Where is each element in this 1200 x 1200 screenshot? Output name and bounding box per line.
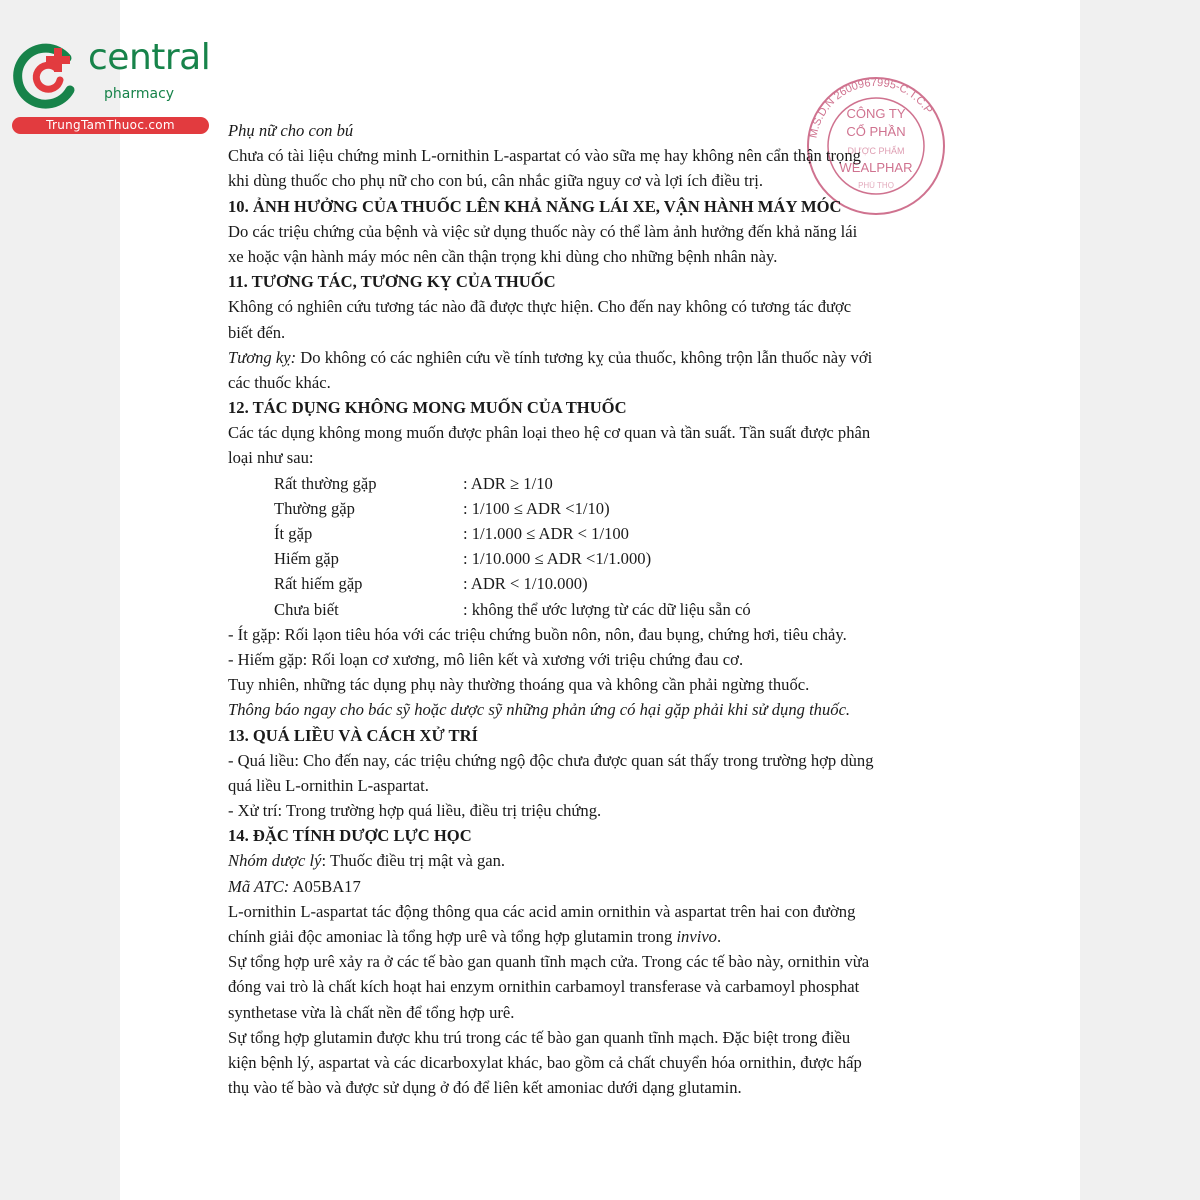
text-line — [228, 244, 973, 269]
section-heading — [228, 823, 973, 848]
frequency-value: : ADR ≥ 1/10 — [463, 473, 553, 493]
text-line — [228, 748, 973, 773]
text-line — [228, 949, 973, 974]
frequency-row — [228, 546, 973, 571]
line-text: quá liều L-ornithin L-aspartat. — [228, 775, 429, 795]
frequency-label: Rất hiếm gặp — [274, 574, 363, 594]
text-line — [228, 899, 973, 924]
stamp-line-2: CỔ PHẦN — [846, 124, 906, 139]
line-text-rest: A05BA17 — [289, 876, 361, 896]
text-line — [228, 672, 973, 697]
line-text: - Hiếm gặp: Rối loạn cơ xương, mô liên kết và xương với triệu chứng đau cơ. — [228, 649, 744, 669]
frequency-table — [228, 471, 973, 622]
text-line — [228, 974, 973, 999]
logo-sub: pharmacy — [104, 86, 175, 102]
line-text: kiện bệnh lý, aspartat và các dicarboxylat khác, bao gồm cả chất chuyển hóa ornithin, được hấp — [228, 1052, 862, 1072]
lines-part-1 — [228, 118, 973, 471]
text-line — [228, 647, 973, 672]
text-line — [228, 1050, 973, 1075]
section-heading — [228, 395, 973, 420]
line-text: Do các triệu chứng của bệnh và việc sử dụng thuốc này có thể làm ảnh hưởng đến khả năng lái — [228, 221, 858, 241]
line-text: Chưa có tài liệu chứng minh L-ornithin L-aspartat có vào sữa mẹ hay không nên cẩn thận trọng — [228, 146, 861, 166]
line-text: 13. QUÁ LIỀU VÀ CÁCH XỬ TRÍ — [228, 725, 479, 745]
text-line — [228, 320, 973, 345]
stamp-line-3: DƯỢC PHẨM — [847, 146, 905, 156]
text-line — [228, 1075, 973, 1100]
line-text: 14. ĐẶC TÍNH DƯỢC LỰC HỌC — [228, 826, 472, 846]
line-text: Tuy nhiên, những tác dụng phụ này thường thoáng qua và không cần phải ngừng thuốc. — [228, 675, 810, 695]
text-line — [228, 294, 973, 319]
frequency-value: : 1/1.000 ≤ ADR < 1/100 — [463, 524, 629, 543]
line-text: Thông báo ngay cho bác sỹ hoặc dược sỹ những phản ứng có hại gặp phải khi sử dụng thuốc. — [228, 700, 851, 720]
logo-site: TrungTamThuoc.com — [12, 117, 209, 134]
line-text: 12. TÁC DỤNG KHÔNG MONG MUỐN CỦA THUỐC — [228, 398, 627, 418]
line-text: Các tác dụng không mong muốn được phân loại theo hệ cơ quan và tần suất. Tần suất được phân — [228, 423, 871, 443]
line-text: biết đến. — [228, 322, 286, 342]
text-line — [228, 420, 973, 445]
lines-part-2 — [228, 622, 973, 1101]
line-text: Tương kỵ: — [228, 347, 297, 367]
text-line — [228, 697, 973, 722]
text-line — [228, 798, 973, 823]
line-text: synthetase vừa là chất nền để tổng hợp urê. — [228, 1002, 515, 1022]
line-text: L-ornithin L-aspartat tác động thông qua các acid amin ornithin và aspartat trên hai con đường — [228, 901, 856, 921]
section-heading — [228, 723, 973, 748]
line-text-rest: . — [716, 927, 722, 946]
frequency-value: : không thể ước lượng từ các dữ liệu sẵn có — [463, 599, 751, 619]
frequency-label: Rất thường gặp — [274, 473, 377, 493]
frequency-label: Hiếm gặp — [274, 549, 339, 569]
frequency-value: : 1/10.000 ≤ ADR <1/1.000) — [463, 549, 652, 569]
line-text: Nhóm dược lý — [228, 851, 322, 871]
line-text: - Xử trí: Trong trường hợp quá liều, điều trị triệu chứng. — [228, 801, 602, 821]
line-text: - Ít gặp: Rối lạon tiêu hóa với các triệu chứng buồn nôn, nôn, đau bụng, chứng hơi, tiêu chảy. — [228, 624, 847, 644]
line-text: - Quá liều: Cho đến nay, các triệu chứng ngộ độc chưa được quan sát thấy trong trường hợp dùng — [228, 750, 874, 770]
line-text: đóng vai trò là chất kích hoạt hai enzym ornithin carbamoyl transferase và carbamoyl phosphat — [228, 977, 860, 997]
frequency-label: Thường gặp — [274, 498, 355, 518]
text-line — [228, 1000, 973, 1025]
document-text — [228, 118, 973, 1100]
section-heading — [228, 269, 973, 294]
line-text-italic: invivo — [676, 927, 717, 946]
frequency-row — [228, 597, 973, 622]
text-line — [228, 874, 973, 899]
text-line — [228, 345, 973, 370]
stamp-line-1: CÔNG TY — [846, 106, 906, 121]
line-text: xe hoặc vận hành máy móc nên cần thận trọng khi dùng cho những bệnh nhân này. — [228, 246, 778, 266]
frequency-row — [228, 571, 973, 596]
stamp-line-5: PHÚ THỌ — [858, 181, 894, 190]
logo-brand: central — [88, 37, 211, 78]
frequency-row — [228, 471, 973, 496]
text-line — [228, 445, 973, 470]
text-line — [228, 622, 973, 647]
line-text: Sự tổng hợp urê xảy ra ở các tế bào gan quanh tĩnh mạch cửa. Trong các tế bào này, ornithin vừa — [228, 952, 870, 972]
plus-c-logo-icon — [12, 40, 84, 112]
line-text-rest: : Thuốc điều trị mật và gan. — [321, 851, 506, 871]
line-text-rest: Do không có các nghiên cứu về tính tương kỵ của thuốc, không trộn lẫn thuốc này với — [296, 347, 873, 367]
line-text: Mã ATC: — [228, 876, 290, 896]
line-text: khi dùng thuốc cho phụ nữ cho con bú, cân nhắc giữa nguy cơ và lợi ích điều trị. — [228, 171, 764, 191]
line-text: 10. ẢNH HƯỞNG CỦA THUỐC LÊN KHẢ NĂNG LÁI XE, VẬN HÀNH MÁY MÓC — [228, 196, 842, 216]
text-line — [228, 143, 973, 168]
text-line — [228, 370, 973, 395]
frequency-value: : ADR < 1/10.000) — [463, 574, 588, 594]
text-line — [228, 168, 973, 193]
line-text: chính giải độc amoniac là tổng hợp urê và tổng hợp glutamin trong — [228, 927, 677, 946]
section-heading — [228, 194, 973, 219]
line-text: thụ vào tế bào và được sử dụng ở đó để liên kết amoniac dưới dạng glutamin. — [228, 1078, 742, 1098]
text-line — [228, 773, 973, 798]
line-text: các thuốc khác. — [228, 372, 331, 392]
line-text: loại như sau: — [228, 448, 314, 468]
central-pharmacy-logo — [12, 38, 217, 138]
text-line — [228, 118, 973, 143]
frequency-label: Ít gặp — [274, 524, 313, 543]
text-line — [228, 219, 973, 244]
text-line — [228, 848, 973, 873]
frequency-row — [228, 496, 973, 521]
line-text: Phụ nữ cho con bú — [228, 121, 354, 140]
text-line — [228, 924, 973, 949]
stamp-line-4: WEALPHAR — [839, 160, 913, 175]
frequency-row — [228, 521, 973, 546]
text-line — [228, 1025, 973, 1050]
line-text: Sự tổng hợp glutamin được khu trú trong các tế bào gan quanh tĩnh mạch. Đặc biệt trong điều — [228, 1027, 851, 1047]
stamp-ring-text: M.S.D.N 2600967995-C.T.C.P — [807, 76, 935, 140]
line-text: 11. TƯƠNG TÁC, TƯƠNG KỴ CỦA THUỐC — [228, 272, 556, 292]
line-text: Không có nghiên cứu tương tác nào đã được thực hiện. Cho đến nay không có tương tác được — [228, 297, 852, 317]
frequency-label: Chưa biết — [274, 599, 339, 619]
frequency-value: : 1/100 ≤ ADR <1/10) — [463, 498, 610, 518]
